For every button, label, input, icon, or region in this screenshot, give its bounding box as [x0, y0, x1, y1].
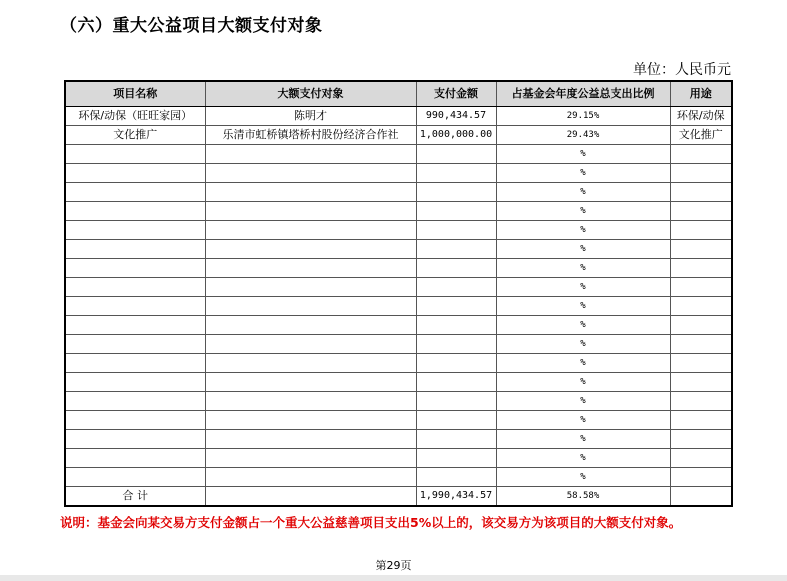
- cell-payee: [205, 183, 416, 202]
- cell-purpose: 环保/动保: [670, 107, 732, 126]
- unit-label: 单位：人民币元: [633, 62, 731, 78]
- cell-project-name: [65, 145, 205, 164]
- cell-amount: [416, 449, 496, 468]
- cell-payee: [205, 278, 416, 297]
- cell-ratio: %: [496, 411, 670, 430]
- cell-payee: [205, 449, 416, 468]
- table-header-row: [65, 81, 732, 107]
- cell-ratio: %: [496, 316, 670, 335]
- cell-project-name: 环保/动保（旺旺家园）: [65, 107, 205, 126]
- cell-ratio: %: [496, 259, 670, 278]
- cell-amount: [416, 183, 496, 202]
- table-row: [65, 145, 732, 164]
- cell-purpose: [670, 335, 732, 354]
- cell-amount: [416, 316, 496, 335]
- cell-purpose: [670, 145, 732, 164]
- page-number: 第29页: [375, 559, 412, 572]
- total-row: [65, 487, 732, 507]
- table-row: [65, 240, 732, 259]
- cell-amount: [416, 145, 496, 164]
- cell-ratio: %: [496, 449, 670, 468]
- cell-payee: [205, 392, 416, 411]
- cell-amount: [416, 164, 496, 183]
- cell-amount: [416, 354, 496, 373]
- cell-payee: [205, 259, 416, 278]
- cell-project-name: [65, 316, 205, 335]
- cell-ratio: %: [496, 183, 670, 202]
- payment-table: [64, 80, 733, 507]
- cell-ratio: %: [496, 430, 670, 449]
- cell-project-name: [65, 164, 205, 183]
- total-cell-payee: [205, 487, 416, 507]
- cell-ratio: %: [496, 278, 670, 297]
- cell-payee: [205, 202, 416, 221]
- cell-amount: [416, 202, 496, 221]
- cell-ratio: %: [496, 240, 670, 259]
- cell-amount: [416, 373, 496, 392]
- cell-amount: [416, 221, 496, 240]
- cell-purpose: [670, 259, 732, 278]
- cell-project-name: [65, 259, 205, 278]
- table-row: [65, 392, 732, 411]
- explanatory-note: 说明：基金会向某交易方支付金额占一个重大公益慈善项目支出5%以上的，该交易方为该项目的大额支付对象。: [60, 515, 682, 530]
- cell-payee: [205, 316, 416, 335]
- cell-purpose: [670, 392, 732, 411]
- cell-project-name: 文化推广: [65, 126, 205, 145]
- table-row: [65, 430, 732, 449]
- cell-ratio: %: [496, 145, 670, 164]
- cell-amount: 990,434.57: [416, 107, 496, 126]
- cell-project-name: [65, 240, 205, 259]
- header-payee: 大额支付对象: [205, 81, 416, 107]
- table-row: [65, 126, 732, 145]
- cell-ratio: %: [496, 297, 670, 316]
- table-row: [65, 202, 732, 221]
- total-cell-project-name: 合 计: [65, 487, 205, 507]
- table-row: [65, 221, 732, 240]
- table-row: [65, 278, 732, 297]
- header-amount: 支付金额: [416, 81, 496, 107]
- cell-amount: [416, 411, 496, 430]
- table-row: [65, 183, 732, 202]
- cell-payee: 陈明才: [205, 107, 416, 126]
- cell-project-name: [65, 354, 205, 373]
- cell-ratio: 29.43%: [496, 126, 670, 145]
- table-row: [65, 107, 732, 126]
- cell-project-name: [65, 183, 205, 202]
- cell-purpose: [670, 449, 732, 468]
- cell-amount: [416, 297, 496, 316]
- cell-project-name: [65, 202, 205, 221]
- total-cell-purpose: [670, 487, 732, 507]
- cell-amount: [416, 335, 496, 354]
- cell-payee: 乐清市虹桥镇塔桥村股份经济合作社: [205, 126, 416, 145]
- cell-payee: [205, 430, 416, 449]
- table-row: [65, 297, 732, 316]
- cell-project-name: [65, 468, 205, 487]
- cell-payee: [205, 354, 416, 373]
- table-row: [65, 411, 732, 430]
- cell-project-name: [65, 430, 205, 449]
- cell-payee: [205, 145, 416, 164]
- cell-purpose: [670, 430, 732, 449]
- cell-project-name: [65, 278, 205, 297]
- cell-ratio: %: [496, 468, 670, 487]
- cell-project-name: [65, 411, 205, 430]
- cell-payee: [205, 221, 416, 240]
- cell-ratio: %: [496, 164, 670, 183]
- table-row: [65, 259, 732, 278]
- table-row: [65, 373, 732, 392]
- cell-amount: [416, 468, 496, 487]
- total-cell-ratio: 58.58%: [496, 487, 670, 507]
- cell-project-name: [65, 392, 205, 411]
- cell-ratio: %: [496, 202, 670, 221]
- header-ratio: 占基金会年度公益总支出比例: [496, 81, 670, 107]
- bottom-bar: [0, 575, 787, 581]
- cell-ratio: 29.15%: [496, 107, 670, 126]
- cell-project-name: [65, 221, 205, 240]
- total-cell-amount: 1,990,434.57: [416, 487, 496, 507]
- cell-payee: [205, 335, 416, 354]
- cell-amount: [416, 240, 496, 259]
- cell-payee: [205, 468, 416, 487]
- header-project-name: 项目名称: [65, 81, 205, 107]
- table-row: [65, 354, 732, 373]
- cell-ratio: %: [496, 373, 670, 392]
- cell-ratio: %: [496, 354, 670, 373]
- cell-amount: 1,000,000.00: [416, 126, 496, 145]
- cell-purpose: [670, 221, 732, 240]
- section-title: （六）重大公益项目大额支付对象: [60, 16, 323, 36]
- cell-payee: [205, 297, 416, 316]
- cell-purpose: [670, 164, 732, 183]
- table-row: [65, 449, 732, 468]
- cell-payee: [205, 240, 416, 259]
- cell-project-name: [65, 297, 205, 316]
- cell-payee: [205, 411, 416, 430]
- table-body: [65, 107, 732, 507]
- cell-purpose: [670, 468, 732, 487]
- cell-amount: [416, 259, 496, 278]
- cell-project-name: [65, 449, 205, 468]
- cell-purpose: [670, 240, 732, 259]
- cell-purpose: [670, 316, 732, 335]
- cell-purpose: [670, 297, 732, 316]
- cell-project-name: [65, 335, 205, 354]
- cell-amount: [416, 430, 496, 449]
- cell-ratio: %: [496, 221, 670, 240]
- table-row: [65, 316, 732, 335]
- cell-amount: [416, 278, 496, 297]
- cell-purpose: [670, 354, 732, 373]
- cell-amount: [416, 392, 496, 411]
- cell-payee: [205, 164, 416, 183]
- table-row: [65, 335, 732, 354]
- cell-ratio: %: [496, 335, 670, 354]
- cell-ratio: %: [496, 392, 670, 411]
- cell-purpose: [670, 411, 732, 430]
- cell-purpose: [670, 278, 732, 297]
- cell-project-name: [65, 373, 205, 392]
- cell-purpose: [670, 373, 732, 392]
- cell-purpose: 文化推广: [670, 126, 732, 145]
- table-row: [65, 468, 732, 487]
- cell-purpose: [670, 202, 732, 221]
- cell-payee: [205, 373, 416, 392]
- cell-purpose: [670, 183, 732, 202]
- table-row: [65, 164, 732, 183]
- header-purpose: 用途: [670, 81, 732, 107]
